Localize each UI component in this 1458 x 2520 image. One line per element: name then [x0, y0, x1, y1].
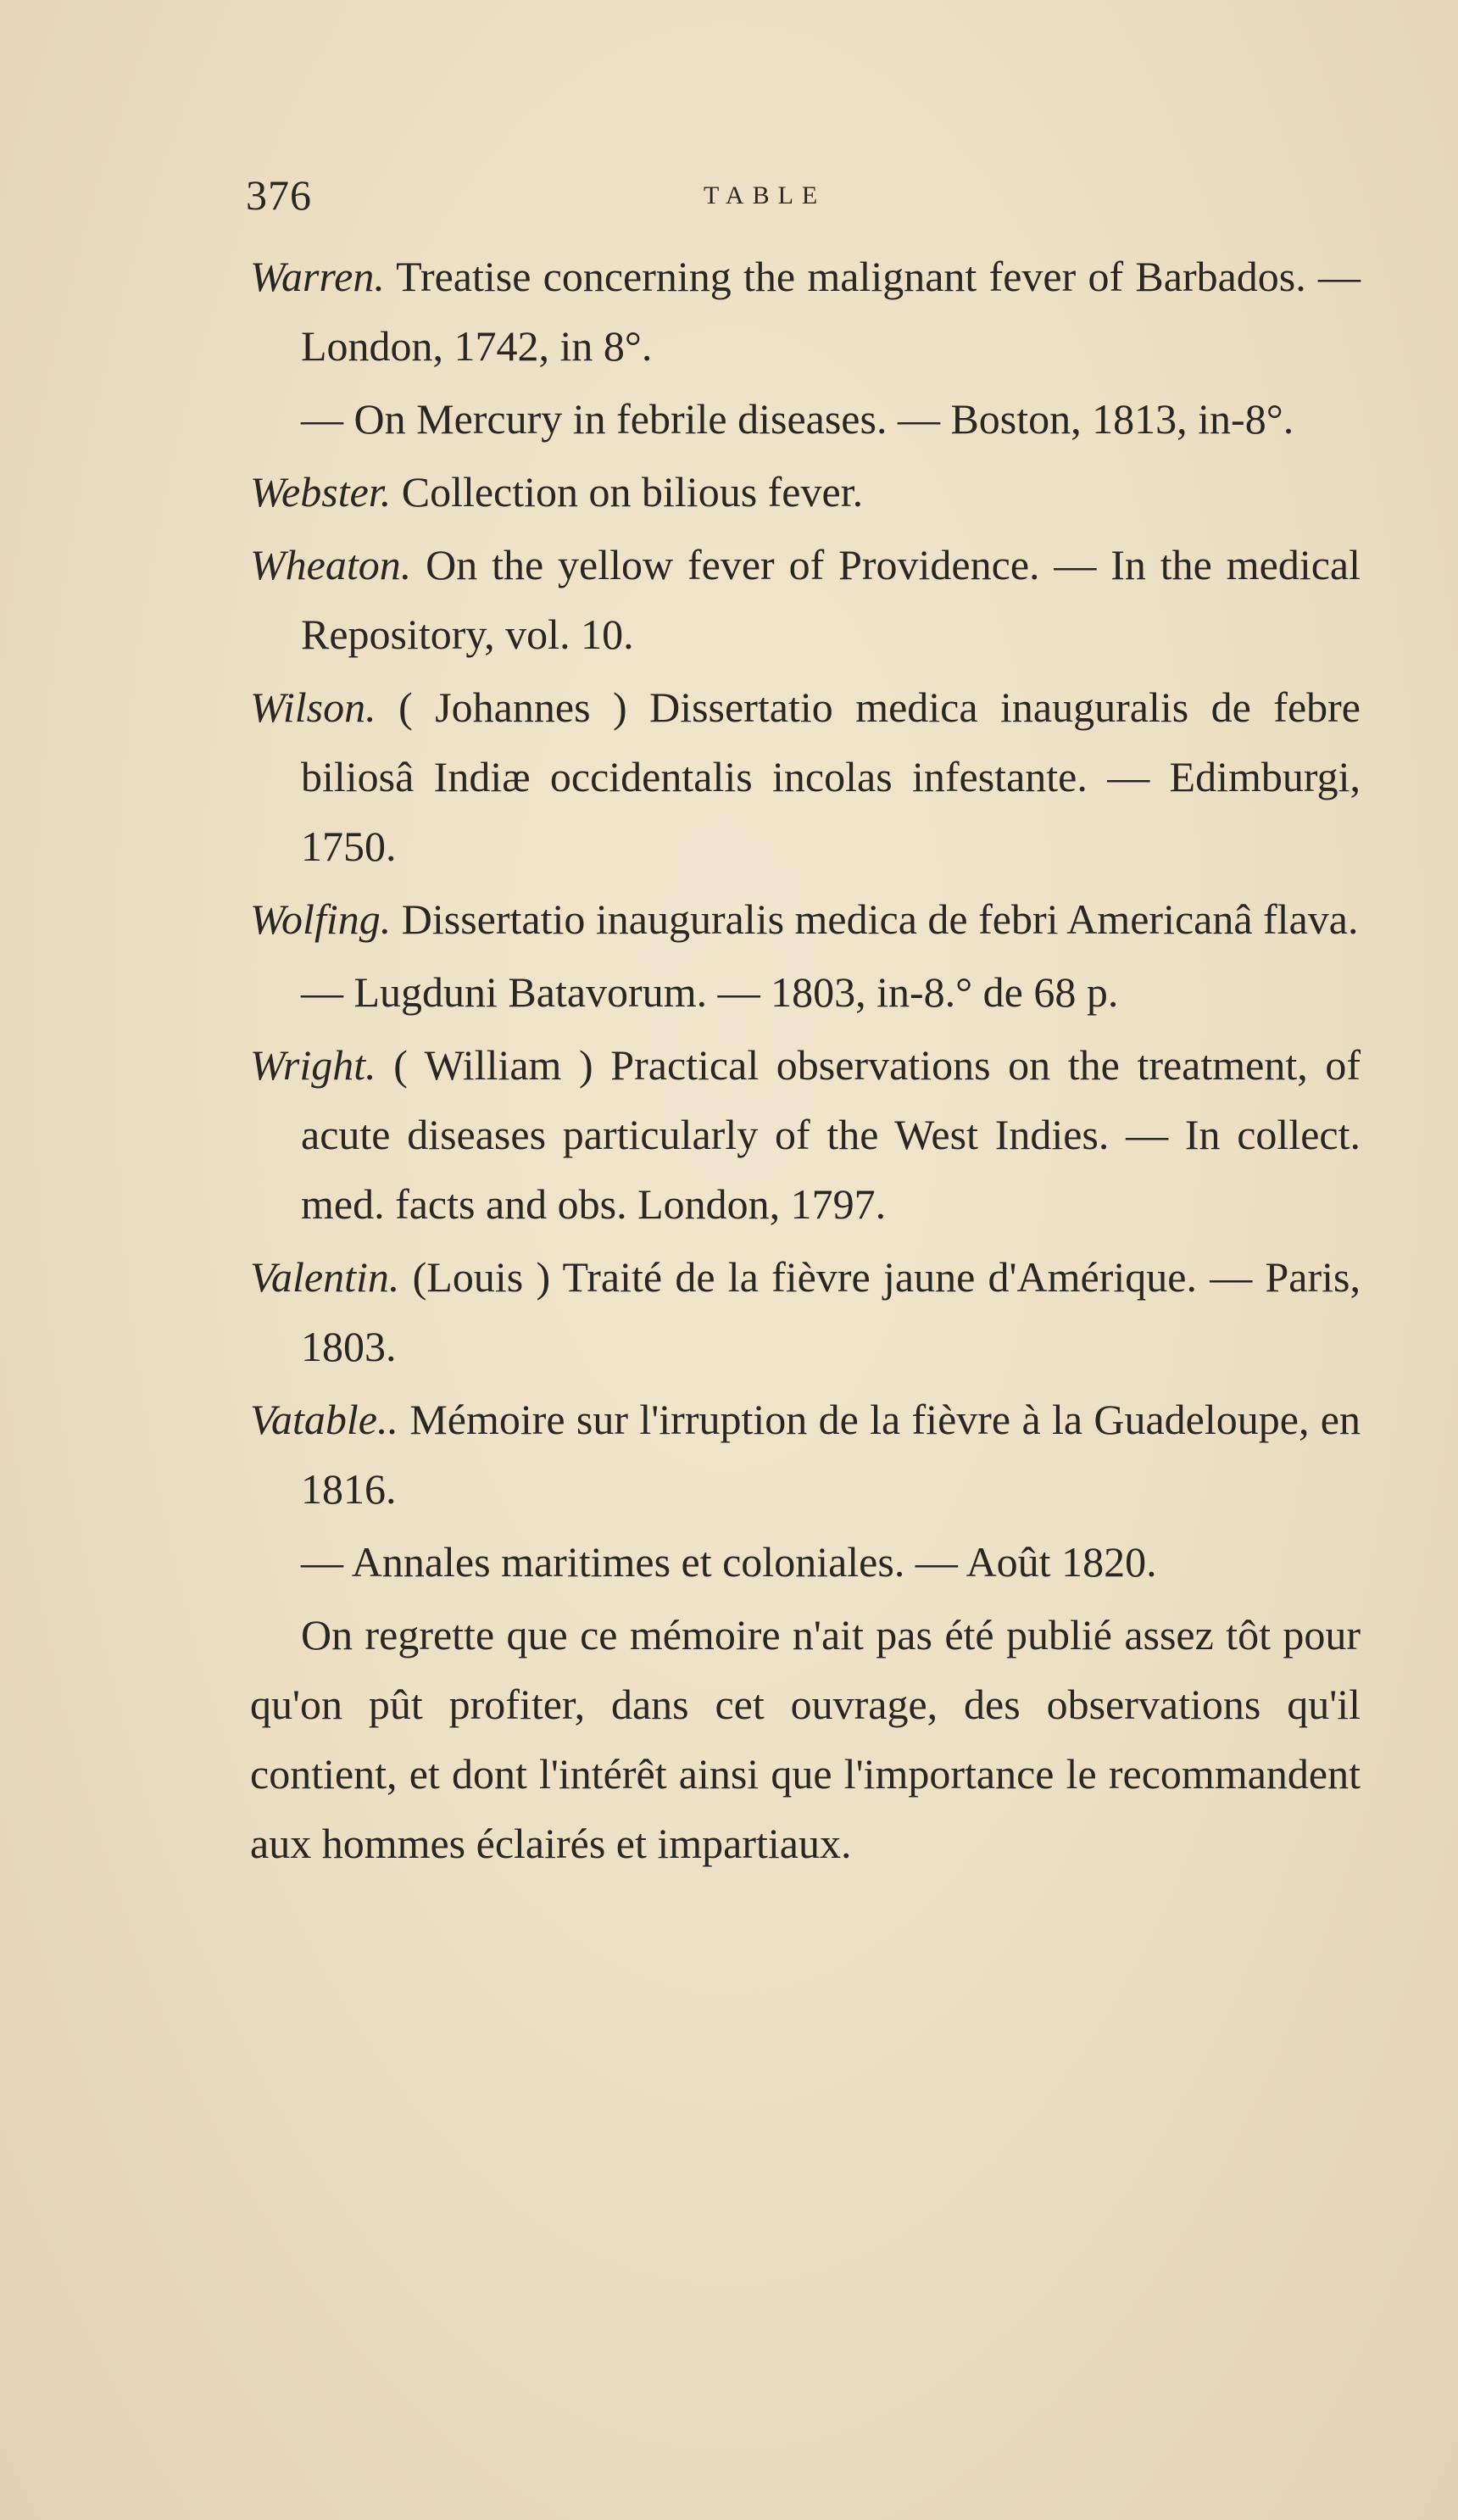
entry-author: Warren. [250, 253, 385, 300]
entry-author: Valentin. [250, 1253, 400, 1301]
entry-text: — Lugduni Batavorum. — 1803, in-8.° de 68 p. [301, 968, 1119, 1016]
bibliography-entry-warren [250, 242, 1361, 381]
entry-text: Mémoire sur l'irruption de la fièvre à la Guadeloupe, en 1816. [301, 1396, 1361, 1513]
bibliography-entry-valentin [250, 1242, 1361, 1381]
bibliography-entry-webster [250, 457, 1361, 527]
page-body [250, 242, 1361, 1878]
entry-author: Wright. [250, 1041, 376, 1089]
bibliography-entry-vatable [250, 1385, 1361, 1524]
entry-author: Wilson. [250, 683, 376, 731]
entry-author: Webster. [250, 468, 392, 516]
entry-text: ( Johannes ) Dissertatio medica inauguralis de febre biliosâ Indiæ occidentalis incolas infestante. — Edimburgi, 1750. [301, 683, 1361, 870]
entry-text: (Louis ) Traité de la fièvre jaune d'Amérique. — Paris, 1803. [301, 1253, 1361, 1370]
entry-text: Dissertatio inauguralis medica de febri Americanâ flava. [391, 895, 1359, 943]
bibliography-entry-wheaton [250, 530, 1361, 669]
entry-author: Vatable.. [250, 1396, 398, 1443]
entry-text: — On Mercury in febrile diseases. — Boston, 1813, in-8°. [301, 395, 1294, 443]
bibliography-entry-wright [250, 1030, 1361, 1239]
bibliography-entry-wilson [250, 672, 1361, 881]
page-number: 376 [246, 171, 312, 219]
entry-text: ( William ) Practical observations on the treatment, of acute diseases particularly of the West Indies. — In collect. med. facts and obs. London, 1797. [301, 1041, 1361, 1228]
entry-author: Wolfing. [250, 895, 392, 943]
entry-text: Collection on bilious fever. [391, 468, 864, 516]
entry-text: — Annales maritimes et coloniales. — Août 1820. [301, 1538, 1157, 1586]
editorial-note: On regrette que ce mémoire n'ait pas été publié assez tôt pour qu'on pût profiter, dans cet ouvrage, des observations qu'il contient, et dont l'intérêt ainsi que l'importance le recommandent aux hommes éclairés et impartiaux. [250, 1611, 1361, 1867]
bibliography-entry-vatable-annales [250, 1527, 1361, 1597]
bibliography-entry-warren-mercury [250, 384, 1361, 454]
bibliography-entry-wolfing-publication [250, 957, 1361, 1027]
entry-text: On the yellow fever of Providence. — In the medical Repository, vol. 10. [301, 541, 1361, 658]
entry-text: Treatise concerning the malignant fever of Barbados. — London, 1742, in 8°. [301, 253, 1361, 370]
entry-author: Wheaton. [250, 541, 412, 588]
bibliography-entry-wolfing [250, 884, 1361, 954]
page-header [246, 170, 1348, 220]
running-head: TABLE [704, 181, 826, 209]
